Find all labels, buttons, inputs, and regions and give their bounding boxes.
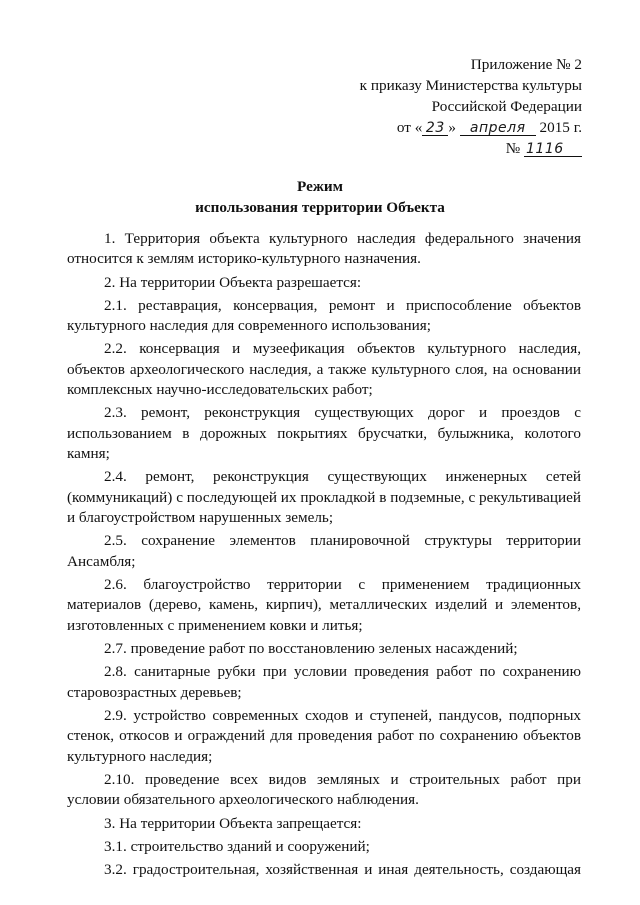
ministry-name: Российской Федерации xyxy=(431,98,582,115)
paragraph-2-4: 2.4. ремонт, реконструкция существующих инженерных сетей (коммуникаций) с последующей их прокладкой в подземные, с рекультивацией и благоустройством нарушенных земель; xyxy=(67,468,581,527)
paragraph-2-7: 2.7. проведение работ по восстановлению зеленых насаждений; xyxy=(104,640,518,658)
appendix-number: Приложение № 2 xyxy=(470,56,582,73)
paragraph-2-2: 2.2. консервация и музеефикация объектов культурного наследия, объектов археологического наследия, а также культурного слоя, на основании комплексных научно-исследовательских работ; xyxy=(67,340,581,399)
number-prefix: № xyxy=(505,140,521,157)
document-body xyxy=(67,229,581,883)
paragraph-3-1: 3.1. строительство зданий и сооружений; xyxy=(104,837,370,855)
paragraph-2-3: 2.3. ремонт, реконструкция существующих дорог и проездов с использованием в дорожных покрытиях брусчатки, булыжника, колотого камня; xyxy=(67,404,581,463)
order-number xyxy=(282,138,582,159)
paragraph-2-9: 2.9. устройство современных сходов и ступеней, пандусов, подпорных стенок, откосов и ограждений для проведения работ по сохранению объектов культурного наследия; xyxy=(67,706,581,765)
paragraph-2-8: 2.8. санитарные рубки при условии проведения работ по сохранению старовозрастных деревьев; xyxy=(67,663,581,701)
title-line-2: использования территории Объекта xyxy=(195,199,445,216)
appendix-header xyxy=(282,54,582,159)
paragraph-2-1: 2.1. реставрация, консервация, ремонт и приспособление объектов культурного наследия для современного использования; xyxy=(67,296,581,335)
handwritten-number: 1116 xyxy=(524,142,582,157)
handwritten-month: апреля xyxy=(460,121,536,136)
paragraph-3: 3. На территории Объекта запрещается: xyxy=(104,814,362,832)
paragraph-2-10: 2.10. проведение всех видов земляных и строительных работ при условии обязательного археологического наблюдения. xyxy=(67,770,581,809)
paragraph-3-2: 3.2. градостроительная, хозяйственная и иная деятельность, создающая xyxy=(104,860,581,878)
date-year: 2015 г. xyxy=(539,119,582,136)
title-line-1: Режим xyxy=(297,178,343,195)
paragraph-1: 1. Территория объекта культурного наследия федерального значения относится к землям историко-культурного назначения. xyxy=(67,230,581,268)
order-reference: к приказу Министерства культуры xyxy=(359,77,582,94)
paragraph-2-6: 2.6. благоустройство территории с применением традиционных материалов (дерево, камень, кирпич), металлических изделий и элементов, изготовленных с применением ковки и литья; xyxy=(67,576,581,634)
date-prefix: от « xyxy=(396,119,423,136)
paragraph-2: 2. На территории Объекта разрешается: xyxy=(104,273,362,291)
document-title xyxy=(0,176,640,218)
handwritten-day: 23 xyxy=(422,121,448,136)
date-quote-close: » xyxy=(448,119,456,136)
order-date xyxy=(282,117,582,138)
paragraph-2-5: 2.5. сохранение элементов планировочной структуры территории Ансамбля; xyxy=(67,532,581,570)
